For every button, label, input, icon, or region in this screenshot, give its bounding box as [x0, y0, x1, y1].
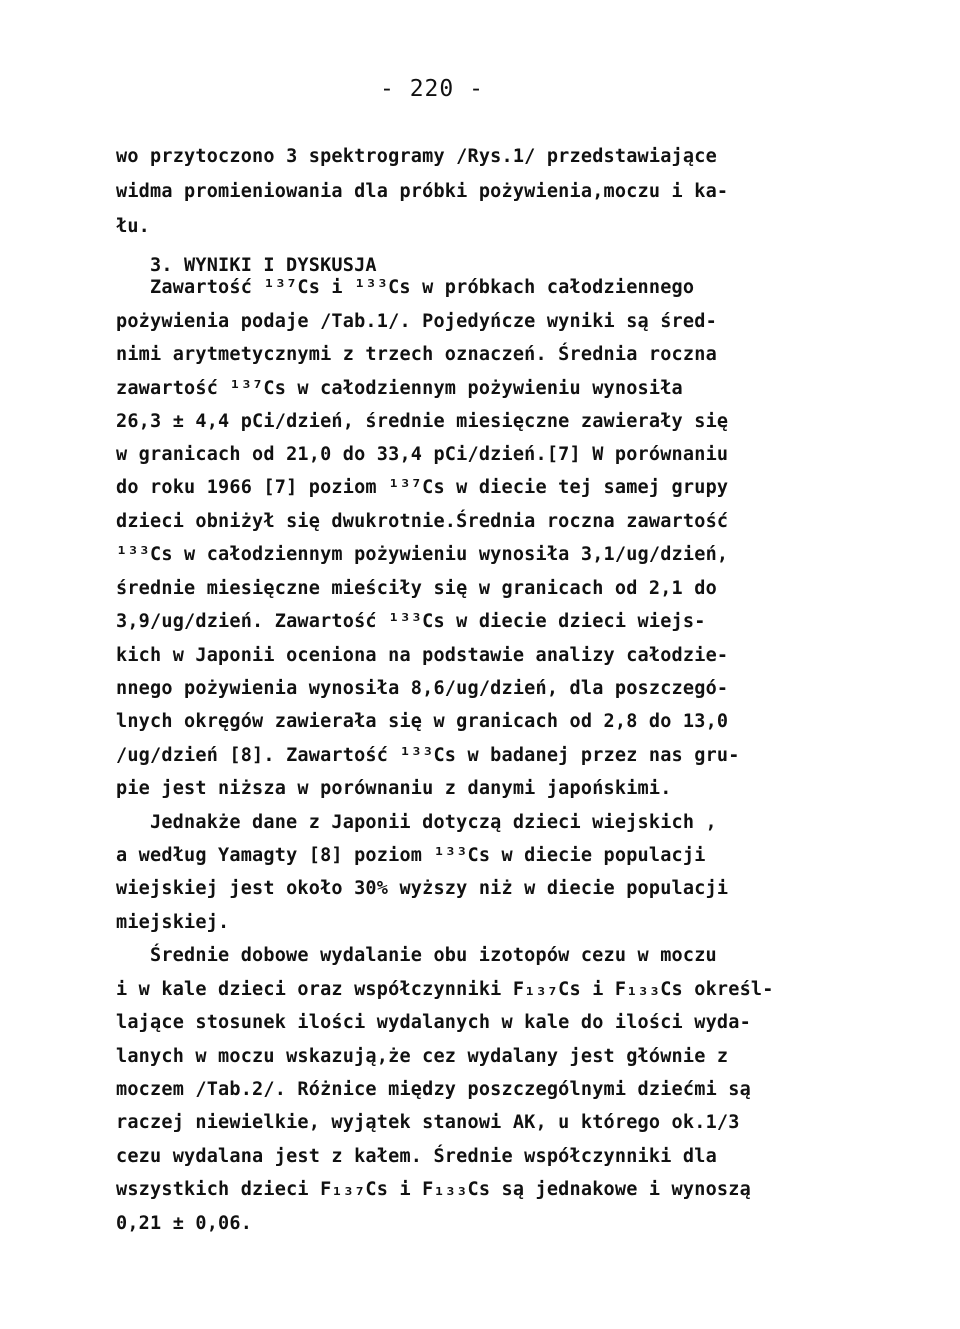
text-line: /ug/dzień [8]. Zawartość ¹³³Cs w badanej przez nas gru-: [116, 745, 740, 766]
text-line: łu.: [116, 216, 151, 237]
text-line: nnego pożywienia wynosiła 8,6/ug/dzień, dla poszczegó-: [116, 678, 729, 699]
text-line: cezu wydalana jest z kałem. Średnie współczynniki dla: [116, 1146, 717, 1167]
text-line: zawartość ¹³⁷Cs w całodziennym pożywieniu wynosiła: [116, 378, 683, 399]
text-line: moczem /Tab.2/. Różnice między poszczególnymi dziećmi są: [116, 1079, 751, 1100]
page-number: - 220 -: [380, 76, 484, 102]
text-line: lające stosunek ilości wydalanych w kale do ilości wyda-: [116, 1012, 751, 1033]
text-line: do roku 1966 [7] poziom ¹³⁷Cs w diecie tej samej grupy: [116, 477, 729, 498]
text-line: pie jest niższa w porównaniu z danymi japońskimi.: [116, 778, 672, 799]
text-line: nimi arytmetycznymi z trzech oznaczeń. Średnia roczna: [116, 344, 717, 365]
text-line: w granicach od 21,0 do 33,4 pCi/dzień.[7] W porównaniu: [116, 444, 729, 465]
text-line: lanych w moczu wskazują,że cez wydalany jest głównie z: [116, 1046, 729, 1067]
text-line: ¹³³Cs w całodziennym pożywieniu wynosiła 3,1/ug/dzień,: [116, 544, 729, 565]
text-line: średnie miesięczne mieściły się w granicach od 2,1 do: [116, 578, 717, 599]
text-line: lnych okręgów zawierała się w granicach od 2,8 do 13,0: [116, 711, 729, 732]
section-heading: 3. WYNIKI I DYSKUSJA: [150, 255, 377, 276]
text-line: Jednakże dane z Japonii dotyczą dzieci wiejskich ,: [150, 812, 717, 833]
text-line: miejskiej.: [116, 912, 230, 933]
text-line: raczej niewielkie, wyjątek stanowi AK, u którego ok.1/3: [116, 1112, 740, 1133]
text-line: 3,9/ug/dzień. Zawartość ¹³³Cs w diecie dzieci wiejs-: [116, 611, 706, 632]
text-line: Średnie dobowe wydalanie obu izotopów cezu w moczu: [150, 945, 717, 966]
text-line: widma promieniowania dla próbki pożywienia,moczu i ka-: [116, 181, 729, 202]
text-line: pożywienia podaje /Tab.1/. Pojedyńcze wyniki są śred-: [116, 311, 717, 332]
text-line: wiejskiej jest około 30% wyższy niż w diecie populacji: [116, 878, 729, 899]
text-line: wszystkich dzieci F₁₃₇Cs i F₁₃₃Cs są jednakowe i wynoszą: [116, 1179, 751, 1200]
text-line: Zawartość ¹³⁷Cs i ¹³³Cs w próbkach całodziennego: [150, 277, 695, 298]
text-line: 26,3 ± 4,4 pCi/dzień, średnie miesięczne zawierały się: [116, 411, 729, 432]
text-line: a według Yamagty [8] poziom ¹³³Cs w diecie populacji: [116, 845, 706, 866]
text-line: dzieci obniżył się dwukrotnie.Średnia roczna zawartość: [116, 511, 729, 532]
text-line: i w kale dzieci oraz współczynniki F₁₃₇Cs i F₁₃₃Cs określ-: [116, 979, 774, 1000]
text-line: kich w Japonii oceniona na podstawie analizy całodzie-: [116, 645, 729, 666]
text-line: wo przytoczono 3 spektrogramy /Rys.1/ przedstawiające: [116, 146, 717, 167]
text-line: 0,21 ± 0,06.: [116, 1213, 253, 1234]
